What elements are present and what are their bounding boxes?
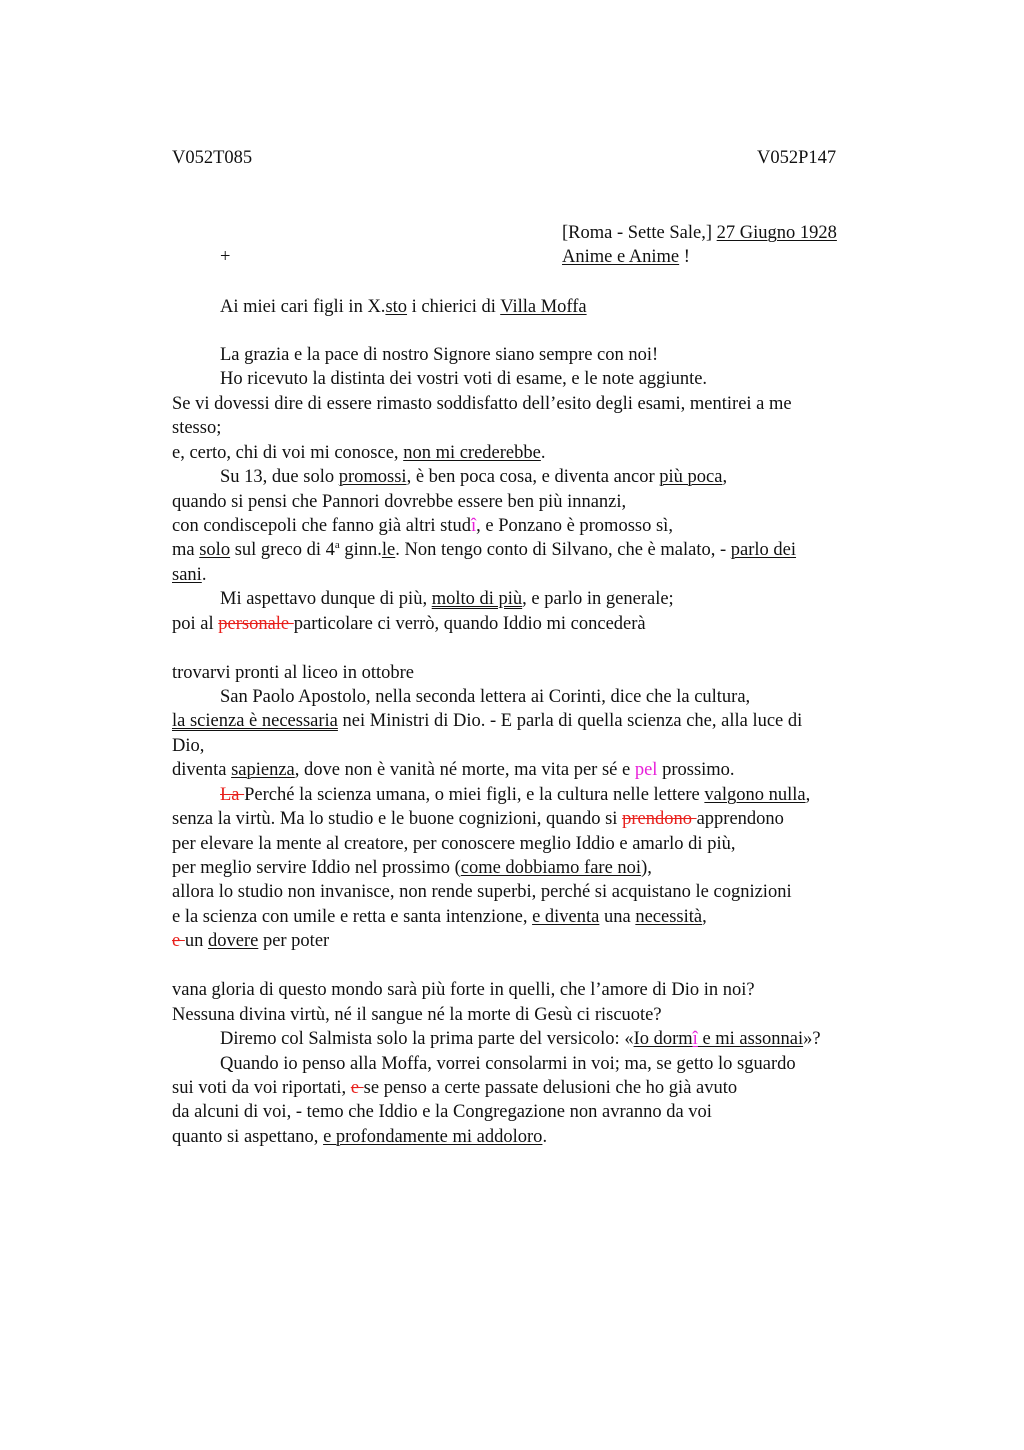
place-date: [Roma - Sette Sale,] 27 Giugno 1928 (562, 223, 837, 243)
text-line: stesso; (172, 418, 222, 438)
text-line: poi al personale particolare ci verrò, quando Iddio mi concederà (172, 614, 646, 634)
text-line: per meglio servire Iddio nel prossimo (come dobbiamo fare noi), (172, 858, 652, 878)
inserted-word: pel (634, 760, 658, 780)
cross-symbol: + (220, 247, 231, 267)
deleted-word: e (350, 1078, 364, 1098)
text-line: trovarvi pronti al liceo in ottobre (172, 663, 414, 683)
text-line: vana gloria di questo mondo sarà più forte in quelli, che l’amore di Dio in noi? (172, 980, 755, 1000)
salutation: Ai miei cari figli in X.sto i chierici di Villa Moffa (220, 297, 587, 317)
text-line: Diremo col Salmista solo la prima parte del versicolo: «Io dormî e mi assonnai»? (220, 1029, 821, 1049)
text-line: Dio, (172, 736, 205, 756)
text-line: con condiscepoli che fanno già altri studî, e Ponzano è promosso sì, (172, 516, 673, 536)
text-line: e, certo, chi di voi mi conosce, non mi crederebbe. (172, 443, 546, 463)
header-left-code: V052T085 (172, 148, 253, 168)
text-line: Se vi dovessi dire di essere rimasto soddisfatto dell’esito degli esami, mentirei a me (172, 394, 792, 414)
text-line: Su 13, due solo promossi, è ben poca cosa, e diventa ancor più poca, (220, 467, 728, 487)
header-right-code: V052P147 (757, 148, 837, 168)
text-line: allora lo studio non invanisce, non rende superbi, perché si acquistano le cognizioni (172, 882, 792, 902)
text-line: e un dovere per poter (172, 931, 330, 951)
text-line: e la scienza con umile e retta e santa intenzione, e diventa una necessità, (172, 907, 707, 927)
text-line: diventa sapienza, dove non è vanità né morte, ma vita per sé e pel prossimo. (172, 760, 735, 780)
text-line: quanto si aspettano, e profondamente mi addoloro. (172, 1127, 548, 1147)
text-line: Nessuna divina virtù, né il sangue né la morte di Gesù ci riscuote? (172, 1005, 662, 1025)
deleted-word: La (220, 785, 245, 805)
text-line: Ho ricevuto la distinta dei vostri voti di esame, e le note aggiunte. (220, 369, 708, 389)
inserted-mark: î (471, 516, 477, 536)
text-line: per elevare la mente al creatore, per conoscere meglio Iddio e amarlo di più, (172, 834, 736, 854)
text-line: ma solo sul greco di 4$^a$ ginn.le. Non tengo conto di Silvano, che è malato, - parlo dei (172, 539, 797, 560)
text-line: sui voti da voi riportati, e se penso a certe passate delusioni che ho già avuto (172, 1078, 738, 1098)
motto: Anime e Anime ! (562, 247, 690, 267)
text-line: San Paolo Apostolo, nella seconda lettera ai Corinti, dice che la cultura, (220, 687, 751, 707)
text-line: Mi aspettavo dunque di più, molto di più, e parlo in generale; (220, 589, 674, 609)
text-line: La grazia e la pace di nostro Signore siano sempre con noi! (220, 345, 659, 365)
deleted-word: prendono (622, 809, 697, 829)
inserted-mark: î (692, 1029, 698, 1049)
deleted-word: e (172, 931, 185, 951)
text-line: La Perché la scienza umana, o miei figli, e la cultura nelle lettere valgono nulla, (220, 785, 811, 805)
text-line: quando si pensi che Pannori dovrebbe essere ben più innanzi, (172, 492, 627, 512)
text-line: Quando io penso alla Moffa, vorrei consolarmi in voi; ma, se getto lo sguardo (220, 1054, 796, 1074)
deleted-word: personale (218, 614, 294, 634)
text-line: da alcuni di voi, - temo che Iddio e la Congregazione non avranno da voi (172, 1102, 712, 1122)
text-line: la scienza è necessaria nei Ministri di Dio. - E parla di quella scienza che, alla luce di (172, 711, 803, 731)
letter-date: 27 Giugno 1928 (716, 223, 837, 243)
text-line: senza la virtù. Ma lo studio e le buone cognizioni, quando si prendono apprendono (172, 809, 784, 829)
text-line: sani. (172, 565, 207, 585)
